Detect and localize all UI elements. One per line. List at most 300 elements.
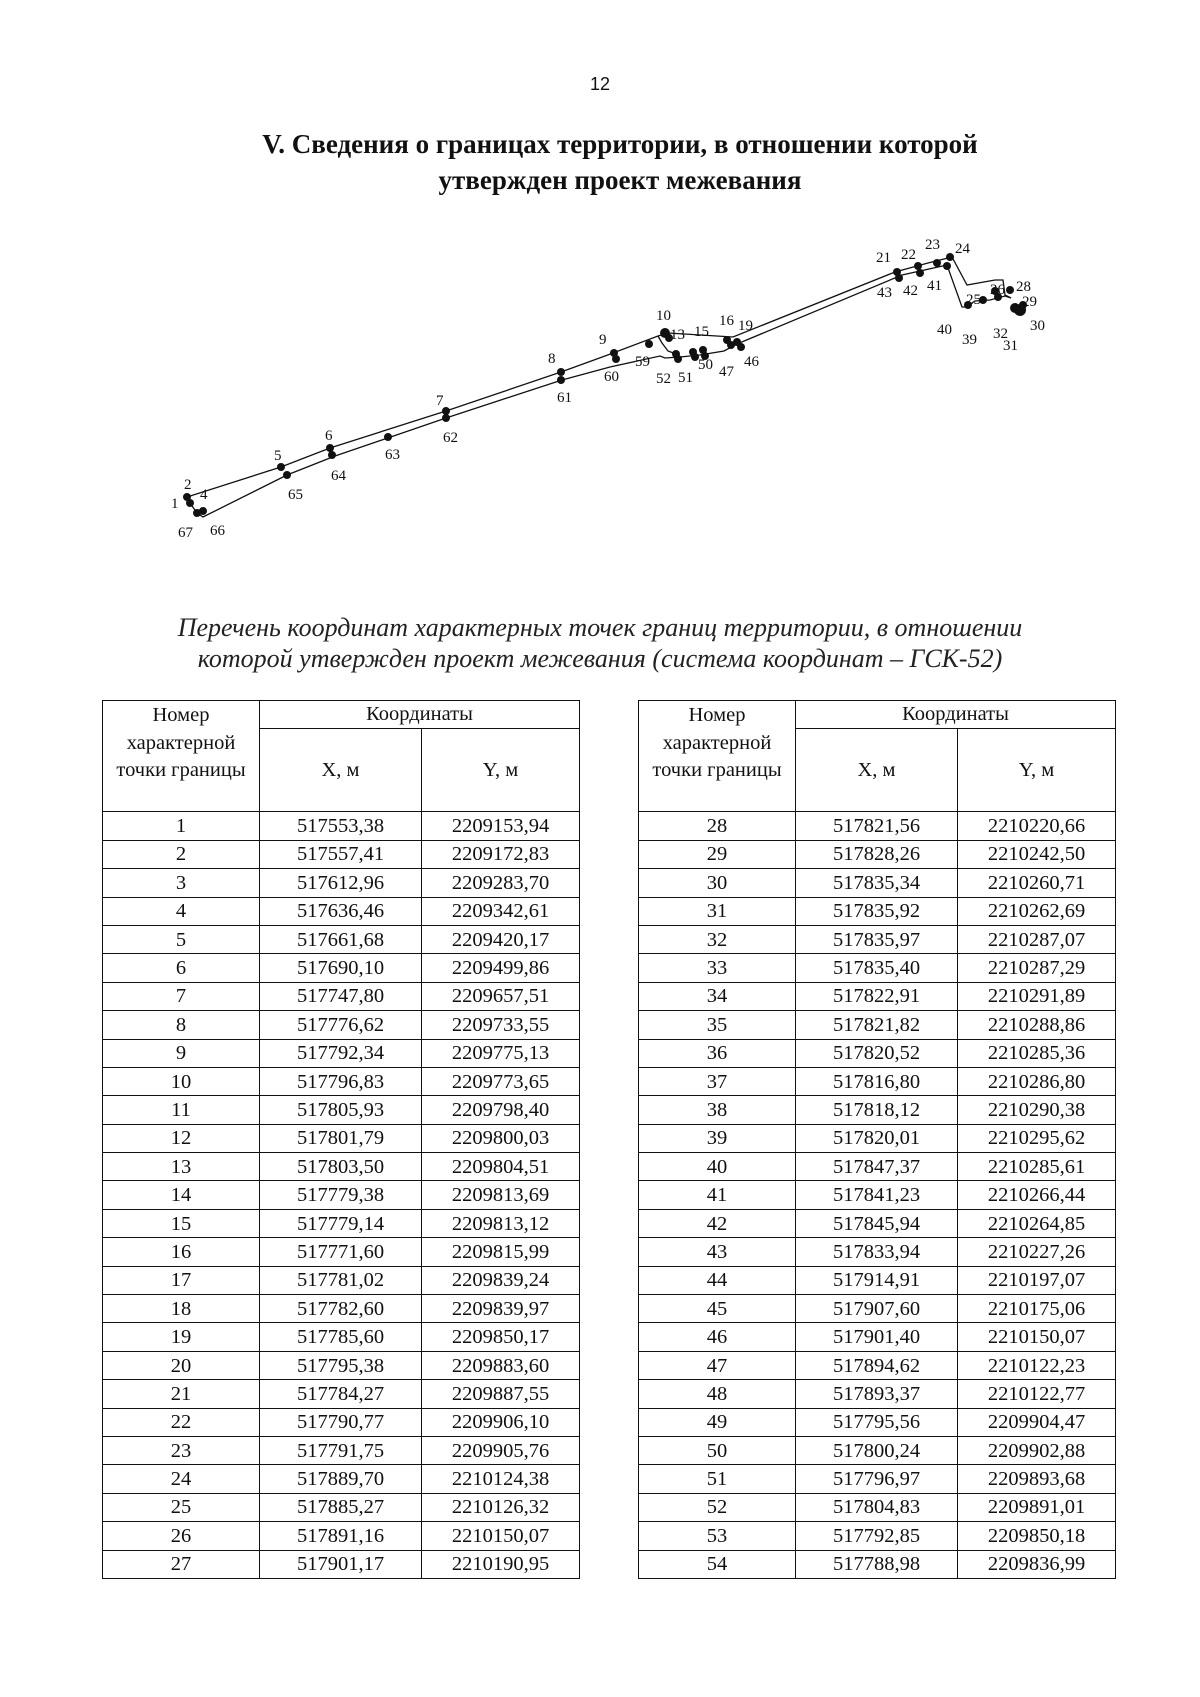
- point-number-cell: 27: [103, 1550, 260, 1578]
- boundary-point: [914, 262, 922, 270]
- y-coordinate-cell: 2209342,61: [422, 897, 580, 925]
- x-coordinate-cell: 517835,40: [796, 954, 958, 982]
- table-row: [639, 1266, 1116, 1294]
- table-row: [103, 1039, 580, 1067]
- point-label: 13: [670, 327, 685, 343]
- table-row: [639, 1011, 1116, 1039]
- x-coordinate-cell: 517785,60: [260, 1323, 422, 1351]
- point-number-cell: 37: [639, 1067, 796, 1095]
- point-label: 8: [548, 351, 556, 367]
- point-label: 59: [635, 354, 650, 370]
- table-row: [103, 1522, 580, 1550]
- y-coordinate-cell: 2209902,88: [958, 1436, 1116, 1464]
- y-coordinate-cell: 2209850,17: [422, 1323, 580, 1351]
- point-number-cell: 32: [639, 925, 796, 953]
- y-coordinate-cell: 2210220,66: [958, 812, 1116, 840]
- boundary-point: [943, 262, 951, 270]
- point-number-cell: 49: [639, 1408, 796, 1436]
- boundary-point: [645, 340, 653, 348]
- point-label: 16: [719, 313, 734, 329]
- point-label: 23: [925, 237, 940, 253]
- table-row: [639, 812, 1116, 840]
- x-coordinate-cell: 517820,52: [796, 1039, 958, 1067]
- point-label: 42: [903, 283, 918, 299]
- point-label: 61: [557, 390, 572, 406]
- point-label: 10: [656, 308, 671, 324]
- x-coordinate-cell: 517661,68: [260, 925, 422, 953]
- y-coordinate-cell: 2210291,89: [958, 982, 1116, 1010]
- y-coordinate-cell: 2210122,77: [958, 1380, 1116, 1408]
- point-label: 41: [927, 278, 942, 294]
- boundary-point: [895, 274, 903, 282]
- x-coordinate-cell: 517818,12: [796, 1096, 958, 1124]
- x-coordinate-cell: 517885,27: [260, 1493, 422, 1521]
- y-coordinate-cell: 2209893,68: [958, 1465, 1116, 1493]
- point-number-cell: 22: [103, 1408, 260, 1436]
- point-number-cell: 33: [639, 954, 796, 982]
- table-row: [103, 1351, 580, 1379]
- table-row: [639, 1209, 1116, 1237]
- header-y: Y, м: [422, 729, 580, 812]
- table-caption-line-1: Перечень координат характерных точек границ территории, в отношении: [177, 613, 1023, 642]
- point-number-cell: 54: [639, 1550, 796, 1578]
- point-labels: [171, 237, 1045, 541]
- point-number-cell: 4: [103, 897, 260, 925]
- point-number-cell: 50: [639, 1436, 796, 1464]
- point-label: 52: [656, 371, 671, 387]
- point-number-cell: 44: [639, 1266, 796, 1294]
- table-row: [639, 1067, 1116, 1095]
- point-number-cell: 31: [639, 897, 796, 925]
- point-number-cell: 16: [103, 1238, 260, 1266]
- point-label: 32: [993, 326, 1008, 342]
- x-coordinate-cell: 517779,38: [260, 1181, 422, 1209]
- x-coordinate-cell: 517894,62: [796, 1351, 958, 1379]
- table-row: [103, 1493, 580, 1521]
- x-coordinate-cell: 517803,50: [260, 1153, 422, 1181]
- y-coordinate-cell: 2210124,38: [422, 1465, 580, 1493]
- table-row: [639, 1238, 1116, 1266]
- boundary-point: [674, 355, 682, 363]
- boundary-point: [199, 507, 207, 515]
- x-coordinate-cell: 517891,16: [260, 1522, 422, 1550]
- y-coordinate-cell: 2209798,40: [422, 1096, 580, 1124]
- x-coordinate-cell: 517901,17: [260, 1550, 422, 1578]
- table-row: [639, 897, 1116, 925]
- x-coordinate-cell: 517782,60: [260, 1295, 422, 1323]
- table-caption-line-2: которой утвержден проект межевания (система координат – ГСК-52): [197, 644, 1003, 673]
- y-coordinate-cell: 2210287,07: [958, 925, 1116, 953]
- y-coordinate-cell: 2210295,62: [958, 1124, 1116, 1152]
- boundary-point: [612, 355, 620, 363]
- table-row: [103, 1465, 580, 1493]
- x-coordinate-cell: 517901,40: [796, 1323, 958, 1351]
- point-number-cell: 20: [103, 1351, 260, 1379]
- point-number-cell: 35: [639, 1011, 796, 1039]
- header-coordinates: Координаты: [260, 701, 580, 729]
- table-row: [103, 1067, 580, 1095]
- y-coordinate-cell: 2209283,70: [422, 869, 580, 897]
- boundary-point: [557, 376, 565, 384]
- point-label: 31: [1003, 338, 1018, 354]
- x-coordinate-cell: 517835,97: [796, 925, 958, 953]
- y-coordinate-cell: 2210264,85: [958, 1209, 1116, 1237]
- point-number-cell: 40: [639, 1153, 796, 1181]
- x-coordinate-cell: 517796,97: [796, 1465, 958, 1493]
- x-coordinate-cell: 517790,77: [260, 1408, 422, 1436]
- table-row: [103, 1295, 580, 1323]
- boundary-point: [916, 269, 924, 277]
- point-number-cell: 21: [103, 1380, 260, 1408]
- table-row: [103, 1380, 580, 1408]
- y-coordinate-cell: 2209905,76: [422, 1436, 580, 1464]
- point-number-cell: 45: [639, 1295, 796, 1323]
- x-coordinate-cell: 517805,93: [260, 1096, 422, 1124]
- point-number-cell: 6: [103, 954, 260, 982]
- point-number-cell: 43: [639, 1238, 796, 1266]
- header-point-number: Номер характерной точки границы: [103, 701, 260, 812]
- table-row: [639, 1124, 1116, 1152]
- point-number-cell: 47: [639, 1351, 796, 1379]
- point-label: 4: [200, 487, 208, 503]
- point-number-cell: 53: [639, 1522, 796, 1550]
- point-label: 29: [1022, 294, 1037, 310]
- y-coordinate-cell: 2210286,80: [958, 1067, 1116, 1095]
- table-row: [103, 869, 580, 897]
- point-label: 19: [738, 318, 753, 334]
- y-coordinate-cell: 2209733,55: [422, 1011, 580, 1039]
- y-coordinate-cell: 2209887,55: [422, 1380, 580, 1408]
- y-coordinate-cell: 2210227,26: [958, 1238, 1116, 1266]
- point-number-cell: 28: [639, 812, 796, 840]
- point-label: 5: [274, 448, 282, 464]
- y-coordinate-cell: 2209813,69: [422, 1181, 580, 1209]
- y-coordinate-cell: 2210122,23: [958, 1351, 1116, 1379]
- table-row: [639, 1493, 1116, 1521]
- table-row: [103, 1181, 580, 1209]
- point-label: 67: [178, 525, 193, 541]
- point-number-cell: 41: [639, 1181, 796, 1209]
- y-coordinate-cell: 2209906,10: [422, 1408, 580, 1436]
- table-row: [639, 925, 1116, 953]
- point-number-cell: 9: [103, 1039, 260, 1067]
- table-row: [103, 1153, 580, 1181]
- y-coordinate-cell: 2209773,65: [422, 1067, 580, 1095]
- point-label: 24: [955, 241, 970, 257]
- point-label: 39: [962, 332, 977, 348]
- table-row: [639, 1181, 1116, 1209]
- y-coordinate-cell: 2210260,71: [958, 869, 1116, 897]
- point-number-cell: 24: [103, 1465, 260, 1493]
- table-row: [639, 1351, 1116, 1379]
- point-number-cell: 14: [103, 1181, 260, 1209]
- coordinates-table-left: [102, 700, 580, 1579]
- table-row: [103, 1550, 580, 1578]
- boundary-point: [737, 343, 745, 351]
- boundary-point: [946, 253, 954, 261]
- y-coordinate-cell: 2209775,13: [422, 1039, 580, 1067]
- point-label: 60: [604, 369, 619, 385]
- boundary-point: [283, 471, 291, 479]
- y-coordinate-cell: 2209839,97: [422, 1295, 580, 1323]
- section-title-line-1: V. Сведения о границах территории, в отношении которой: [262, 129, 978, 159]
- y-coordinate-cell: 2210285,61: [958, 1153, 1116, 1181]
- point-label: 63: [385, 447, 400, 463]
- x-coordinate-cell: 517800,24: [796, 1436, 958, 1464]
- point-label: 2: [184, 477, 192, 493]
- y-coordinate-cell: 2210285,36: [958, 1039, 1116, 1067]
- header-x: X, м: [796, 729, 958, 812]
- table-row: [103, 1408, 580, 1436]
- boundary-scheme: [0, 218, 1200, 558]
- x-coordinate-cell: 517795,56: [796, 1408, 958, 1436]
- table-row: [103, 812, 580, 840]
- table-row: [639, 1323, 1116, 1351]
- point-label: 9: [599, 332, 607, 348]
- point-number-cell: 42: [639, 1209, 796, 1237]
- point-number-cell: 39: [639, 1124, 796, 1152]
- x-coordinate-cell: 517796,83: [260, 1067, 422, 1095]
- boundary-point: [557, 368, 565, 376]
- section-title: [150, 126, 1090, 198]
- y-coordinate-cell: 2209657,51: [422, 982, 580, 1010]
- table-body-left: [103, 812, 580, 1579]
- y-coordinate-cell: 2209499,86: [422, 954, 580, 982]
- point-number-cell: 1: [103, 812, 260, 840]
- x-coordinate-cell: 517792,34: [260, 1039, 422, 1067]
- point-number-cell: 23: [103, 1436, 260, 1464]
- y-coordinate-cell: 2210150,07: [422, 1522, 580, 1550]
- table-row: [103, 897, 580, 925]
- table-row: [639, 1039, 1116, 1067]
- table-row: [639, 1380, 1116, 1408]
- x-coordinate-cell: 517690,10: [260, 954, 422, 982]
- table-body-right: [639, 812, 1116, 1579]
- boundary-point: [442, 414, 450, 422]
- header-x: X, м: [260, 729, 422, 812]
- x-coordinate-cell: 517784,27: [260, 1380, 422, 1408]
- y-coordinate-cell: 2209904,47: [958, 1408, 1116, 1436]
- x-coordinate-cell: 517907,60: [796, 1295, 958, 1323]
- table-row: [103, 840, 580, 868]
- point-number-cell: 38: [639, 1096, 796, 1124]
- x-coordinate-cell: 517822,91: [796, 982, 958, 1010]
- table-row: [639, 1153, 1116, 1181]
- point-label: 15: [694, 324, 709, 340]
- x-coordinate-cell: 517816,80: [796, 1067, 958, 1095]
- point-label: 1: [171, 496, 179, 512]
- point-number-cell: 2: [103, 840, 260, 868]
- table-row: [639, 982, 1116, 1010]
- y-coordinate-cell: 2209172,83: [422, 840, 580, 868]
- x-coordinate-cell: 517828,26: [796, 840, 958, 868]
- header-coordinates: Координаты: [796, 701, 1116, 729]
- x-coordinate-cell: 517788,98: [796, 1550, 958, 1578]
- boundary-point: [384, 433, 392, 441]
- section-title-line-2: утвержден проект межевания: [438, 165, 802, 195]
- point-label: 43: [877, 285, 892, 301]
- table-row: [103, 1096, 580, 1124]
- x-coordinate-cell: 517557,41: [260, 840, 422, 868]
- y-coordinate-cell: 2210290,38: [958, 1096, 1116, 1124]
- header-point-number: Номер характерной точки границы: [639, 701, 796, 812]
- x-coordinate-cell: 517779,14: [260, 1209, 422, 1237]
- x-coordinate-cell: 517804,83: [796, 1493, 958, 1521]
- table-row: [639, 840, 1116, 868]
- y-coordinate-cell: 2209800,03: [422, 1124, 580, 1152]
- point-number-cell: 13: [103, 1153, 260, 1181]
- table-row: [639, 1436, 1116, 1464]
- y-coordinate-cell: 2210242,50: [958, 840, 1116, 868]
- x-coordinate-cell: 517612,96: [260, 869, 422, 897]
- x-coordinate-cell: 517795,38: [260, 1351, 422, 1379]
- x-coordinate-cell: 517792,85: [796, 1522, 958, 1550]
- boundary-point: [186, 499, 194, 507]
- point-label: 26: [990, 282, 1005, 298]
- x-coordinate-cell: 517845,94: [796, 1209, 958, 1237]
- x-coordinate-cell: 517801,79: [260, 1124, 422, 1152]
- point-number-cell: 25: [103, 1493, 260, 1521]
- table-row: [639, 869, 1116, 897]
- point-number-cell: 46: [639, 1323, 796, 1351]
- table-row: [639, 954, 1116, 982]
- table-row: [639, 1408, 1116, 1436]
- point-number-cell: 11: [103, 1096, 260, 1124]
- table-row: [103, 1209, 580, 1237]
- point-label: 25: [966, 292, 981, 308]
- table-row: [103, 1436, 580, 1464]
- point-label: 28: [1016, 279, 1031, 295]
- point-label: 65: [288, 487, 303, 503]
- point-number-cell: 3: [103, 869, 260, 897]
- y-coordinate-cell: 2209850,18: [958, 1522, 1116, 1550]
- x-coordinate-cell: 517776,62: [260, 1011, 422, 1039]
- point-number-cell: 19: [103, 1323, 260, 1351]
- y-coordinate-cell: 2210287,29: [958, 954, 1116, 982]
- point-number-cell: 29: [639, 840, 796, 868]
- x-coordinate-cell: 517781,02: [260, 1266, 422, 1294]
- x-coordinate-cell: 517747,80: [260, 982, 422, 1010]
- point-number-cell: 26: [103, 1522, 260, 1550]
- point-label: 40: [937, 322, 952, 338]
- point-label: 50: [698, 357, 713, 373]
- y-coordinate-cell: 2210150,07: [958, 1323, 1116, 1351]
- table-row: [103, 954, 580, 982]
- point-number-cell: 8: [103, 1011, 260, 1039]
- point-label: 66: [210, 523, 225, 539]
- table-row: [103, 1266, 580, 1294]
- point-number-cell: 51: [639, 1465, 796, 1493]
- y-coordinate-cell: 2209153,94: [422, 812, 580, 840]
- point-number-cell: 48: [639, 1380, 796, 1408]
- boundary-point: [328, 451, 336, 459]
- table-row: [103, 925, 580, 953]
- x-coordinate-cell: 517914,91: [796, 1266, 958, 1294]
- point-number-cell: 15: [103, 1209, 260, 1237]
- point-label: 64: [331, 468, 346, 484]
- x-coordinate-cell: 517821,56: [796, 812, 958, 840]
- point-label: 51: [678, 370, 693, 386]
- y-coordinate-cell: 2209891,01: [958, 1493, 1116, 1521]
- table-row: [639, 1550, 1116, 1578]
- x-coordinate-cell: 517847,37: [796, 1153, 958, 1181]
- x-coordinate-cell: 517771,60: [260, 1238, 422, 1266]
- table-row: [103, 1238, 580, 1266]
- point-label: 30: [1030, 318, 1045, 334]
- point-label: 62: [443, 430, 458, 446]
- header-y: Y, м: [958, 729, 1116, 812]
- x-coordinate-cell: 517791,75: [260, 1436, 422, 1464]
- y-coordinate-cell: 2210262,69: [958, 897, 1116, 925]
- x-coordinate-cell: 517835,34: [796, 869, 958, 897]
- point-label: 47: [719, 364, 734, 380]
- point-number-cell: 34: [639, 982, 796, 1010]
- point-number-cell: 7: [103, 982, 260, 1010]
- point-label: 6: [325, 428, 333, 444]
- point-number-cell: 52: [639, 1493, 796, 1521]
- point-number-cell: 5: [103, 925, 260, 953]
- y-coordinate-cell: 2209883,60: [422, 1351, 580, 1379]
- y-coordinate-cell: 2210126,32: [422, 1493, 580, 1521]
- table-row: [103, 1011, 580, 1039]
- table-row: [103, 1124, 580, 1152]
- y-coordinate-cell: 2209839,24: [422, 1266, 580, 1294]
- point-number-cell: 10: [103, 1067, 260, 1095]
- x-coordinate-cell: 517833,94: [796, 1238, 958, 1266]
- table-row: [639, 1295, 1116, 1323]
- y-coordinate-cell: 2210288,86: [958, 1011, 1116, 1039]
- y-coordinate-cell: 2209804,51: [422, 1153, 580, 1181]
- coordinates-table-right: [638, 700, 1116, 1579]
- x-coordinate-cell: 517841,23: [796, 1181, 958, 1209]
- boundary-point: [933, 259, 941, 267]
- point-number-cell: 17: [103, 1266, 260, 1294]
- x-coordinate-cell: 517889,70: [260, 1465, 422, 1493]
- point-label: 22: [901, 247, 916, 263]
- point-number-cell: 30: [639, 869, 796, 897]
- x-coordinate-cell: 517553,38: [260, 812, 422, 840]
- table-row: [103, 982, 580, 1010]
- page-number: 12: [589, 74, 611, 94]
- y-coordinate-cell: 2209836,99: [958, 1550, 1116, 1578]
- table-row: [639, 1465, 1116, 1493]
- table-row: [639, 1522, 1116, 1550]
- boundary-point: [326, 444, 334, 452]
- boundary-point: [1006, 286, 1014, 294]
- point-label: 21: [876, 250, 891, 266]
- point-number-cell: 12: [103, 1124, 260, 1152]
- y-coordinate-cell: 2210175,06: [958, 1295, 1116, 1323]
- y-coordinate-cell: 2210190,95: [422, 1550, 580, 1578]
- x-coordinate-cell: 517821,82: [796, 1011, 958, 1039]
- y-coordinate-cell: 2209420,17: [422, 925, 580, 953]
- table-caption: [120, 612, 1080, 674]
- table-row: [103, 1323, 580, 1351]
- y-coordinate-cell: 2210266,44: [958, 1181, 1116, 1209]
- table-row: [639, 1096, 1116, 1124]
- y-coordinate-cell: 2210197,07: [958, 1266, 1116, 1294]
- boundary-point: [277, 463, 285, 471]
- point-label: 7: [436, 393, 444, 409]
- x-coordinate-cell: 517835,92: [796, 897, 958, 925]
- x-coordinate-cell: 517820,01: [796, 1124, 958, 1152]
- y-coordinate-cell: 2209813,12: [422, 1209, 580, 1237]
- boundary-points: [183, 253, 1027, 517]
- point-label: 46: [744, 354, 759, 370]
- x-coordinate-cell: 517893,37: [796, 1380, 958, 1408]
- point-number-cell: 18: [103, 1295, 260, 1323]
- point-number-cell: 36: [639, 1039, 796, 1067]
